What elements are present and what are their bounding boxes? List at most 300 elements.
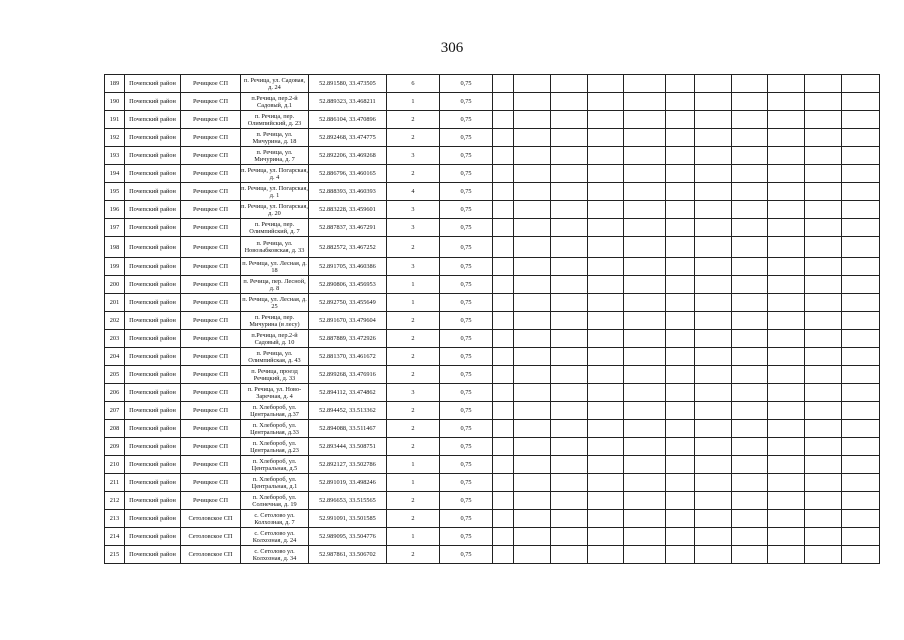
empty-cell xyxy=(666,294,695,312)
empty-cell xyxy=(842,438,880,456)
empty-cell xyxy=(514,237,551,258)
empty-cell xyxy=(732,492,768,510)
empty-cell xyxy=(805,348,842,366)
coordinates-cell: 52.890806, 33.456953 xyxy=(309,276,387,294)
coordinates-cell: 52.887837, 33.467291 xyxy=(309,219,387,237)
empty-cell xyxy=(842,93,880,111)
empty-cell xyxy=(805,219,842,237)
empty-cell xyxy=(666,510,695,528)
empty-cell xyxy=(842,312,880,330)
coordinates-cell: 52.887889, 33.472926 xyxy=(309,330,387,348)
empty-cell xyxy=(842,165,880,183)
empty-cell xyxy=(842,111,880,129)
empty-cell xyxy=(695,384,732,402)
empty-cell xyxy=(805,294,842,312)
empty-cell xyxy=(551,111,588,129)
empty-cell xyxy=(732,183,768,201)
empty-cell xyxy=(666,312,695,330)
row-number-cell: 215 xyxy=(105,546,125,564)
row-number-cell: 200 xyxy=(105,276,125,294)
empty-cell xyxy=(588,384,624,402)
address-cell: п. Речица, пер. Мичурина (в лесу) xyxy=(241,312,309,330)
empty-cell xyxy=(695,312,732,330)
container-count-cell: 1 xyxy=(387,528,440,546)
empty-cell xyxy=(666,111,695,129)
district-cell: Почепский район xyxy=(125,546,181,564)
coordinates-cell: 52.893444, 33.508751 xyxy=(309,438,387,456)
empty-cell xyxy=(768,438,805,456)
empty-cell xyxy=(666,456,695,474)
coordinates-cell: 52.894452, 33.513362 xyxy=(309,402,387,420)
empty-cell xyxy=(666,258,695,276)
address-cell: с. Сетолово ул. Колхозная, д. 7 xyxy=(241,510,309,528)
empty-cell xyxy=(551,546,588,564)
empty-cell xyxy=(588,147,624,165)
empty-cell xyxy=(624,438,666,456)
settlement-cell: Речицкое СП xyxy=(181,165,241,183)
empty-cell xyxy=(805,258,842,276)
empty-cell xyxy=(695,258,732,276)
empty-cell xyxy=(514,201,551,219)
address-cell: п. Речица, ул. Погарская, д. 4 xyxy=(241,166,308,181)
row-number-cell: 207 xyxy=(105,402,125,420)
empty-cell xyxy=(805,75,842,93)
empty-cell xyxy=(493,147,514,165)
empty-cell xyxy=(732,129,768,147)
empty-cell xyxy=(588,438,624,456)
empty-cell xyxy=(624,276,666,294)
coordinates-cell: 52.989095, 33.504776 xyxy=(309,528,387,546)
address-cell: п. Хлебороб, ул. Центральная, д.1 xyxy=(241,474,309,492)
empty-cell xyxy=(732,474,768,492)
container-volume-cell: 0,75 xyxy=(440,312,493,330)
container-count-cell: 2 xyxy=(387,312,440,330)
empty-cell xyxy=(732,330,768,348)
empty-cell xyxy=(514,294,551,312)
settlement-cell: Речицкое СП xyxy=(181,129,241,147)
empty-cell xyxy=(514,111,551,129)
empty-cell xyxy=(732,366,768,384)
empty-cell xyxy=(493,312,514,330)
empty-cell xyxy=(805,183,842,201)
empty-cell xyxy=(666,183,695,201)
settlement-cell: Речицкое СП xyxy=(181,93,241,111)
row-number-cell: 213 xyxy=(105,510,125,528)
container-volume-cell: 0,75 xyxy=(440,93,493,111)
settlement-cell: Сетоловское СП xyxy=(181,510,241,528)
container-volume-cell: 0,75 xyxy=(440,438,493,456)
empty-cell xyxy=(493,492,514,510)
empty-cell xyxy=(588,366,624,384)
empty-cell xyxy=(588,492,624,510)
empty-cell xyxy=(695,276,732,294)
empty-cell xyxy=(588,165,624,183)
district-cell: Почепский район xyxy=(125,330,181,348)
settlement-cell: Речицкое СП xyxy=(181,147,241,165)
empty-cell xyxy=(588,201,624,219)
empty-cell xyxy=(624,348,666,366)
address-cell: п. Речица, ул. Садовая, д. 24 xyxy=(241,75,309,93)
empty-cell xyxy=(588,420,624,438)
empty-cell xyxy=(768,93,805,111)
empty-cell xyxy=(493,474,514,492)
district-cell: Почепский район xyxy=(125,111,181,129)
empty-cell xyxy=(514,348,551,366)
empty-cell xyxy=(624,93,666,111)
empty-cell xyxy=(514,147,551,165)
district-cell: Почепский район xyxy=(125,201,181,219)
district-cell: Почепский район xyxy=(125,129,181,147)
empty-cell xyxy=(514,474,551,492)
container-volume-cell: 0,75 xyxy=(440,420,493,438)
empty-cell xyxy=(732,93,768,111)
empty-cell xyxy=(493,366,514,384)
empty-cell xyxy=(493,384,514,402)
empty-cell xyxy=(493,420,514,438)
row-number-cell: 189 xyxy=(105,75,125,93)
container-count-cell: 3 xyxy=(387,147,440,165)
coordinates-cell: 52.899268, 33.476916 xyxy=(309,366,387,384)
empty-cell xyxy=(732,237,768,258)
empty-cell xyxy=(768,546,805,564)
empty-cell xyxy=(551,75,588,93)
settlement-cell: Речицкое СП xyxy=(181,183,241,201)
empty-cell xyxy=(805,129,842,147)
empty-cell xyxy=(624,420,666,438)
empty-cell xyxy=(588,348,624,366)
settlement-cell: Речицкое СП xyxy=(181,237,241,258)
district-cell: Почепский район xyxy=(125,420,181,438)
district-cell: Почепский район xyxy=(125,165,181,183)
empty-cell xyxy=(732,456,768,474)
empty-cell xyxy=(842,474,880,492)
empty-cell xyxy=(695,147,732,165)
address-cell: п. Речица, пер. Лесной, д. 8 xyxy=(241,276,309,294)
empty-cell xyxy=(624,75,666,93)
settlement-cell: Речицкое СП xyxy=(181,201,241,219)
page-number: 306 xyxy=(440,40,464,56)
empty-cell xyxy=(695,546,732,564)
container-volume-cell: 0,75 xyxy=(440,384,493,402)
empty-cell xyxy=(514,312,551,330)
empty-cell xyxy=(514,366,551,384)
empty-cell xyxy=(695,492,732,510)
empty-cell xyxy=(732,201,768,219)
empty-cell xyxy=(551,348,588,366)
district-cell: Почепский район xyxy=(125,258,181,276)
table-row xyxy=(105,237,880,258)
empty-cell xyxy=(624,384,666,402)
empty-cell xyxy=(666,420,695,438)
empty-cell xyxy=(842,366,880,384)
empty-cell xyxy=(695,201,732,219)
empty-cell xyxy=(624,129,666,147)
empty-cell xyxy=(624,330,666,348)
row-number-cell: 201 xyxy=(105,294,125,312)
row-number-cell: 204 xyxy=(105,348,125,366)
coordinates-cell: 52.896653, 33.515565 xyxy=(309,492,387,510)
empty-cell xyxy=(695,129,732,147)
table-row xyxy=(105,528,880,546)
row-number-cell: 214 xyxy=(105,528,125,546)
coordinates-cell: 52.892206, 33.469268 xyxy=(309,147,387,165)
row-number-cell: 194 xyxy=(105,165,125,183)
empty-cell xyxy=(551,420,588,438)
empty-cell xyxy=(624,366,666,384)
empty-cell xyxy=(768,474,805,492)
empty-cell xyxy=(732,312,768,330)
empty-cell xyxy=(624,312,666,330)
address-cell: п. Речица, пер. Олимпийский, д. 23 xyxy=(241,111,309,129)
district-cell: Почепский район xyxy=(125,510,181,528)
empty-cell xyxy=(842,183,880,201)
empty-cell xyxy=(551,201,588,219)
empty-cell xyxy=(624,183,666,201)
coordinates-cell: 52.886796, 33.460165 xyxy=(309,165,387,183)
empty-cell xyxy=(805,165,842,183)
empty-cell xyxy=(732,258,768,276)
empty-cell xyxy=(551,384,588,402)
empty-cell xyxy=(588,111,624,129)
row-number-cell: 198 xyxy=(105,237,125,258)
coordinates-cell: 52.888393, 33.460393 xyxy=(309,183,387,201)
empty-cell xyxy=(551,438,588,456)
empty-cell xyxy=(588,330,624,348)
row-number-cell: 206 xyxy=(105,384,125,402)
table-row xyxy=(105,129,880,147)
empty-cell xyxy=(551,312,588,330)
coordinates-cell: 52.987861, 33.506702 xyxy=(309,546,387,564)
empty-cell xyxy=(493,93,514,111)
empty-cell xyxy=(768,456,805,474)
settlement-cell: Речицкое СП xyxy=(181,348,241,366)
container-volume-cell: 0,75 xyxy=(440,294,493,312)
district-cell: Почепский район xyxy=(125,528,181,546)
empty-cell xyxy=(551,183,588,201)
empty-cell xyxy=(695,420,732,438)
empty-cell xyxy=(842,528,880,546)
container-count-cell: 4 xyxy=(387,183,440,201)
empty-cell xyxy=(732,420,768,438)
district-cell: Почепский район xyxy=(125,294,181,312)
container-count-cell: 2 xyxy=(387,348,440,366)
container-count-cell: 1 xyxy=(387,294,440,312)
row-number-cell: 192 xyxy=(105,129,125,147)
row-number-cell: 209 xyxy=(105,438,125,456)
container-volume-cell: 0,75 xyxy=(440,366,493,384)
empty-cell xyxy=(805,402,842,420)
row-number-cell: 210 xyxy=(105,456,125,474)
address-cell: п. Хлебороб, ул. Центральная, д.23 xyxy=(241,438,309,456)
address-cell: п. Речица, ул. Новозыбковская, д. 33 xyxy=(241,237,309,258)
empty-cell xyxy=(624,147,666,165)
empty-cell xyxy=(805,510,842,528)
empty-cell xyxy=(588,474,624,492)
empty-cell xyxy=(551,510,588,528)
container-volume-cell: 0,75 xyxy=(440,492,493,510)
registry-table xyxy=(104,74,880,564)
table-row xyxy=(105,312,880,330)
table-row xyxy=(105,75,880,93)
empty-cell xyxy=(493,258,514,276)
empty-cell xyxy=(624,294,666,312)
coordinates-cell: 52.894088, 33.511467 xyxy=(309,420,387,438)
empty-cell xyxy=(768,348,805,366)
settlement-cell: Речицкое СП xyxy=(181,330,241,348)
settlement-cell: Сетоловское СП xyxy=(181,528,241,546)
empty-cell xyxy=(842,129,880,147)
empty-cell xyxy=(805,237,842,258)
empty-cell xyxy=(842,456,880,474)
coordinates-cell: 52.886104, 33.470896 xyxy=(309,111,387,129)
container-volume-cell: 0,75 xyxy=(440,546,493,564)
table-row xyxy=(105,510,880,528)
row-number-cell: 195 xyxy=(105,183,125,201)
container-count-cell: 2 xyxy=(387,438,440,456)
empty-cell xyxy=(768,237,805,258)
empty-cell xyxy=(624,111,666,129)
empty-cell xyxy=(666,528,695,546)
empty-cell xyxy=(666,75,695,93)
empty-cell xyxy=(666,402,695,420)
table-row xyxy=(105,147,880,165)
empty-cell xyxy=(551,93,588,111)
coordinates-cell: 52.891705, 33.460386 xyxy=(309,258,387,276)
table-row xyxy=(105,348,880,366)
address-cell: с. Сетолово ул. Колхозная, д. 34 xyxy=(241,546,309,564)
empty-cell xyxy=(768,129,805,147)
empty-cell xyxy=(842,237,880,258)
address-cell: п. Речица, ул. Олимпийская, д. 43 xyxy=(241,348,309,366)
container-count-cell: 6 xyxy=(387,75,440,93)
empty-cell xyxy=(732,294,768,312)
empty-cell xyxy=(768,402,805,420)
empty-cell xyxy=(514,330,551,348)
address-cell: п. Речица, ул. Погарская, д. 1 xyxy=(241,184,308,199)
container-volume-cell: 0,75 xyxy=(440,276,493,294)
empty-cell xyxy=(551,456,588,474)
empty-cell xyxy=(768,183,805,201)
empty-cell xyxy=(842,276,880,294)
container-count-cell: 2 xyxy=(387,165,440,183)
empty-cell xyxy=(732,276,768,294)
settlement-cell: Речицкое СП xyxy=(181,456,241,474)
empty-cell xyxy=(493,348,514,366)
empty-cell xyxy=(624,402,666,420)
address-cell: п. Речица, ул. Ново-Заречная, д. 4 xyxy=(241,384,309,402)
empty-cell xyxy=(842,402,880,420)
empty-cell xyxy=(514,492,551,510)
empty-cell xyxy=(732,528,768,546)
container-volume-cell: 0,75 xyxy=(440,75,493,93)
table-row xyxy=(105,546,880,564)
empty-cell xyxy=(732,147,768,165)
container-count-cell: 2 xyxy=(387,129,440,147)
empty-cell xyxy=(695,510,732,528)
empty-cell xyxy=(695,93,732,111)
district-cell: Почепский район xyxy=(125,384,181,402)
settlement-cell: Речицкое СП xyxy=(181,312,241,330)
row-number-cell: 208 xyxy=(105,420,125,438)
empty-cell xyxy=(768,330,805,348)
address-cell: п.Речица, пер.2-й Садовый, д.1 xyxy=(241,93,309,111)
empty-cell xyxy=(493,237,514,258)
empty-cell xyxy=(695,402,732,420)
container-count-cell: 2 xyxy=(387,366,440,384)
empty-cell xyxy=(588,402,624,420)
coordinates-cell: 52.891670, 33.479604 xyxy=(309,312,387,330)
district-cell: Почепский район xyxy=(125,276,181,294)
empty-cell xyxy=(805,474,842,492)
empty-cell xyxy=(588,183,624,201)
empty-cell xyxy=(624,219,666,237)
empty-cell xyxy=(624,510,666,528)
container-count-cell: 1 xyxy=(387,456,440,474)
empty-cell xyxy=(805,456,842,474)
row-number-cell: 202 xyxy=(105,312,125,330)
table-row xyxy=(105,183,880,201)
district-cell: Почепский район xyxy=(125,438,181,456)
empty-cell xyxy=(842,330,880,348)
empty-cell xyxy=(732,165,768,183)
empty-cell xyxy=(768,420,805,438)
empty-cell xyxy=(666,330,695,348)
empty-cell xyxy=(666,546,695,564)
settlement-cell: Речицкое СП xyxy=(181,258,241,276)
table-row xyxy=(105,456,880,474)
empty-cell xyxy=(695,474,732,492)
empty-cell xyxy=(588,93,624,111)
empty-cell xyxy=(551,294,588,312)
empty-cell xyxy=(514,219,551,237)
empty-cell xyxy=(588,528,624,546)
address-cell: п. Речица, ул. Лесная, д. 18 xyxy=(242,259,307,274)
address-cell: п. Речица, ул. Мичурина, д. 7 xyxy=(241,147,309,165)
empty-cell xyxy=(514,258,551,276)
row-number-cell: 211 xyxy=(105,474,125,492)
empty-cell xyxy=(624,474,666,492)
table-row xyxy=(105,219,880,237)
container-count-cell: 2 xyxy=(387,510,440,528)
empty-cell xyxy=(732,384,768,402)
empty-cell xyxy=(666,237,695,258)
settlement-cell: Сетоловское СП xyxy=(181,546,241,564)
empty-cell xyxy=(514,510,551,528)
empty-cell xyxy=(695,456,732,474)
empty-cell xyxy=(805,420,842,438)
container-volume-cell: 0,75 xyxy=(440,129,493,147)
empty-cell xyxy=(842,420,880,438)
district-cell: Почепский район xyxy=(125,366,181,384)
settlement-cell: Речицкое СП xyxy=(181,492,241,510)
empty-cell xyxy=(666,366,695,384)
empty-cell xyxy=(493,183,514,201)
table-row xyxy=(105,294,880,312)
table-row xyxy=(105,111,880,129)
empty-cell xyxy=(666,165,695,183)
empty-cell xyxy=(732,438,768,456)
empty-cell xyxy=(842,75,880,93)
address-cell: с. Сетолово ул. Колхозная, д. 24 xyxy=(241,528,309,546)
empty-cell xyxy=(514,546,551,564)
empty-cell xyxy=(624,546,666,564)
empty-cell xyxy=(695,438,732,456)
empty-cell xyxy=(514,402,551,420)
empty-cell xyxy=(588,276,624,294)
settlement-cell: Речицкое СП xyxy=(181,366,241,384)
empty-cell xyxy=(666,201,695,219)
empty-cell xyxy=(842,219,880,237)
